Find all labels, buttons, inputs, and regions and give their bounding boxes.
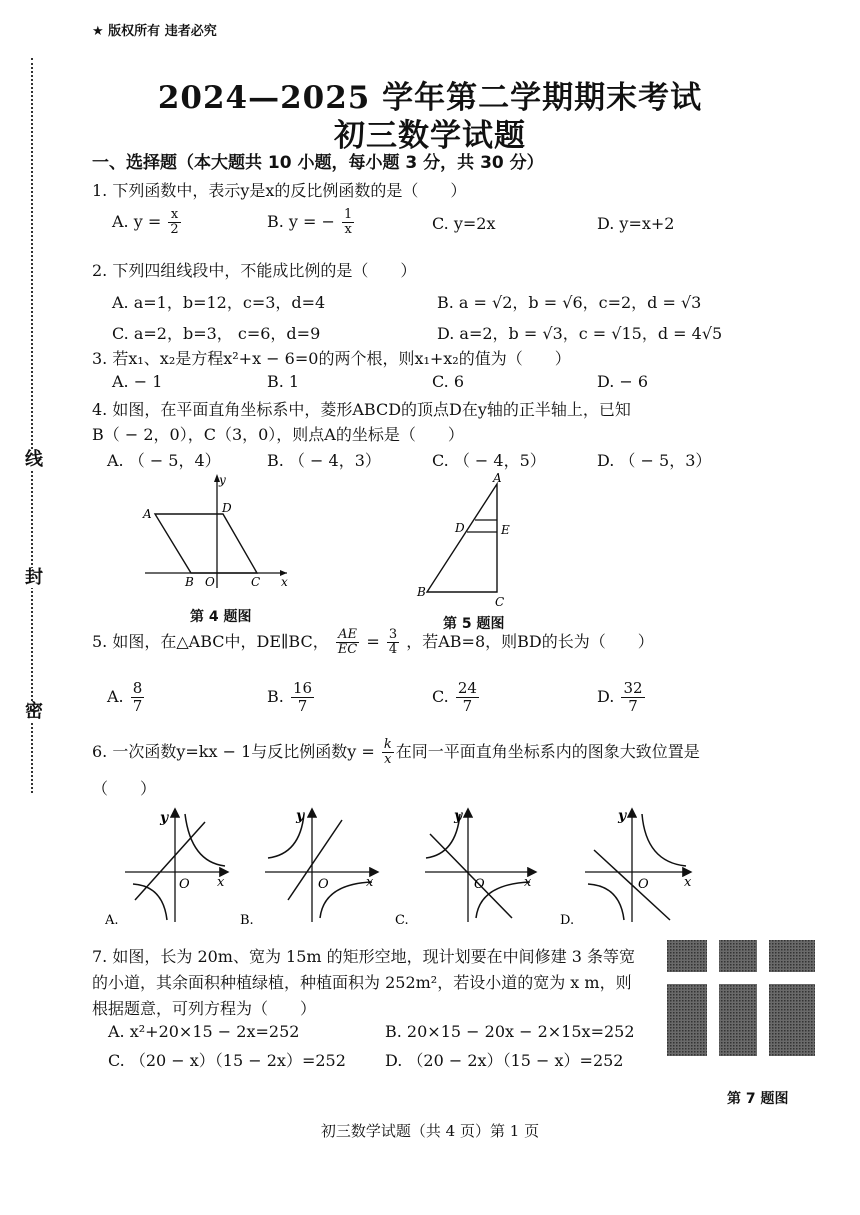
question-7-line1: 7. 如图，长为 20m、宽为 15m 的矩形空地，现计划要在中间修建 3 条等宽 [92, 947, 636, 966]
question-4-stem-line2: B（ − 2，0），C（3，0），则点A的坐标是（ ） [92, 425, 464, 444]
graph-a-x-label: x [217, 875, 225, 890]
q5-option-c: C. $\frac{24}{7}$ [432, 679, 477, 715]
graph-b [240, 808, 377, 928]
fig4-label-o: O [205, 575, 215, 589]
graph-b-y-label: y [296, 808, 305, 824]
section-heading: 一、选择题（本大题共 10 小题，每小题 3 分，共 30 分） [92, 153, 544, 173]
q4-option-d: D. （ − 5，3） [597, 451, 712, 470]
fig4-label-c: C [251, 575, 261, 589]
q4-option-b: B. （ − 4，3） [267, 451, 381, 470]
question-7-line2: 的小道，其余面积种植绿植，种植面积为 252m²，若设小道的宽为 x m，则 [92, 973, 632, 992]
fig5-label-c: C [495, 595, 505, 609]
q5-option-b: B. $\frac{16}{7}$ [267, 679, 313, 715]
q1-option-a: A. y = $\frac{x}{2}$ [112, 207, 179, 237]
figure-5-caption: 第 5 题图 [443, 616, 505, 632]
q4-option-a: A. （ − 5，4） [107, 451, 221, 470]
fig5-label-d: D [455, 521, 465, 535]
fig4-label-a: A [143, 507, 152, 521]
side-char-feng: 封 [25, 567, 43, 588]
q3-option-b: B. 1 [267, 372, 300, 391]
graph-d-y-label: y [618, 808, 627, 824]
figure-4-rhombus [135, 470, 295, 590]
figure-5-triangle [415, 470, 525, 610]
q2-option-d: D. a=2，b = √3，c = √15，d = 4√5 [437, 324, 723, 343]
question-6-graphs [105, 800, 845, 930]
fig5-label-e: E [501, 523, 510, 537]
graph-c-y-label: y [454, 808, 463, 824]
exam-title: 2024—2025 学年第二学期期末考试 [157, 80, 703, 116]
question-4-stem-line1: 4. 如图，在平面直角坐标系中，菱形ABCD的顶点D在y轴的正半轴上，已知 [92, 400, 631, 419]
graph-b-origin-label: O [318, 877, 329, 892]
copyright-note: ★ 版权所有 违者必究 [92, 24, 217, 39]
q5-option-a: A. $\frac{8}{7}$ [107, 679, 143, 715]
q7-option-c: C. （20 − x）（15 − 2x）=252 [108, 1051, 346, 1070]
page-footer: 初三数学试题（共 4 页）第 1 页 [320, 1122, 540, 1140]
q1-option-b: B. y = − $\frac{1}{x}$ [267, 207, 353, 237]
q3-option-d: D. − 6 [597, 372, 649, 391]
question-6-stem: 6. 一次函数y=kx − 1与反比例函数y = $\frac{k}{x}$ 在同一平面直角坐标系内的图象大致位置是 [92, 737, 700, 767]
graph-a-origin-label: O [179, 877, 190, 892]
q3-option-a: A. − 1 [112, 372, 163, 391]
q5-option-d: D. $\frac{32}{7}$ [597, 679, 643, 715]
q1-option-c: C. y=2x [432, 214, 496, 233]
fig4-y-label: y [219, 473, 226, 487]
graph-b-x-label: x [366, 875, 374, 890]
graph-c-origin-label: O [474, 877, 485, 892]
q2-option-c: C. a=2，b=3， c=6，d=9 [112, 324, 321, 343]
graph-a-y-label: y [160, 810, 169, 826]
question-1-stem: 1. 下列函数中，表示y是x的反比例函数的是（ ） [92, 181, 467, 200]
graph-a [105, 810, 227, 928]
q7-option-d: D. （20 − 2x）（15 − x）=252 [385, 1051, 624, 1070]
q2-option-a: A. a=1，b=12，c=3，d=4 [112, 293, 326, 312]
exam-subtitle: 初三数学试题 [334, 118, 526, 154]
binding-line [31, 58, 33, 793]
graph-d [560, 808, 692, 928]
graph-b-label: B. [240, 913, 254, 928]
graph-a-label: A. [105, 913, 119, 928]
figure-7-rectangle [667, 940, 817, 1058]
q3-option-c: C. 6 [432, 372, 465, 391]
q7-option-a: A. x²+20×15 − 2x=252 [108, 1022, 300, 1041]
question-7-line3: 根据题意，可列方程为（ ） [92, 999, 317, 1018]
graph-d-x-label: x [684, 875, 692, 890]
figure-7-caption: 第 7 题图 [727, 1091, 789, 1107]
fig5-label-b: B [417, 585, 426, 599]
q7-option-b: B. 20×15 − 20x − 2×15x=252 [385, 1022, 635, 1041]
q2-option-b: B. a = √2，b = √6，c=2，d = √3 [437, 293, 702, 312]
graph-d-label: D. [560, 913, 575, 928]
question-2-stem: 2. 下列四组线段中，不能成比例的是（ ） [92, 261, 417, 280]
question-5-stem: 5. 如图，在△ABC中，DE∥BC， $\frac{AE}{EC}$ = $\frac{3}{4}$ ，若AB=8，则BD的长为（ ） [92, 627, 654, 657]
fig4-label-b: B [185, 575, 194, 589]
fig4-x-label: x [281, 575, 288, 589]
fig5-label-a: A [493, 471, 502, 485]
side-char-xian: 线 [25, 449, 43, 470]
graph-c-x-label: x [524, 875, 532, 890]
graph-c [395, 808, 535, 928]
graph-c-label: C. [395, 913, 409, 928]
question-3-stem: 3. 若x₁、x₂是方程x²+x − 6=0的两个根，则x₁+x₂的值为（ ） [92, 349, 571, 368]
fig4-label-d: D [222, 501, 232, 515]
figure-4-caption: 第 4 题图 [190, 609, 252, 625]
graph-d-origin-label: O [638, 877, 649, 892]
q4-option-c: C. （ − 4，5） [432, 451, 546, 470]
side-char-mi: 密 [25, 701, 43, 722]
q1-option-d: D. y=x+2 [597, 214, 675, 233]
question-6-paren: （ ） [92, 779, 157, 798]
